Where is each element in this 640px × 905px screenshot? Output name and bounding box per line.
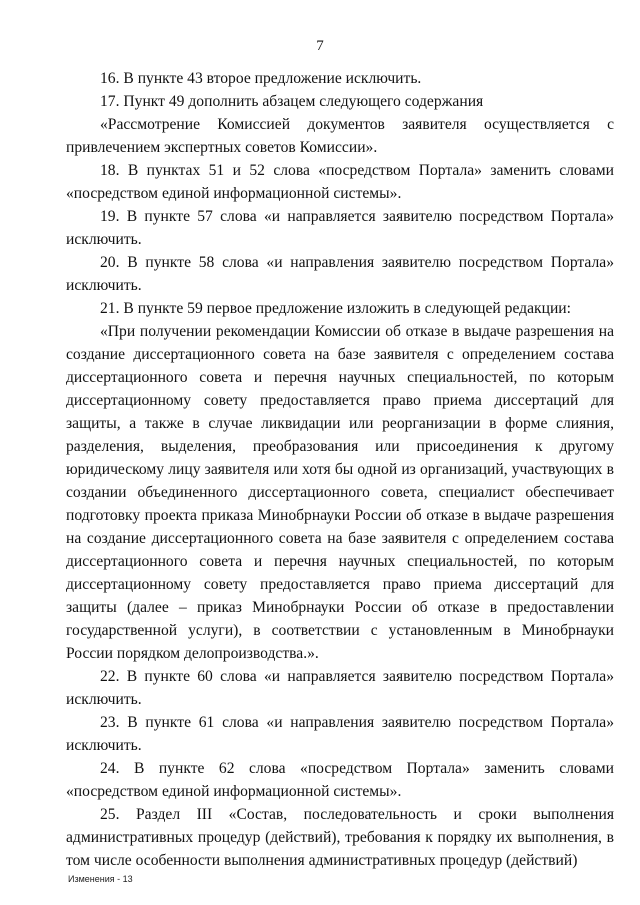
paragraph-25: 25. Раздел III «Состав, последовательность и сроки выполнения административных процедур (действий), требования к порядку их выполнения, в том числе особенности выполнения административных процедур (действий)	[66, 806, 614, 869]
footer-label: Изменения - 13	[68, 874, 133, 884]
paragraph-18: 18. В пунктах 51 и 52 слова «посредством Портала» заменить словами «посредством единой информационной системы».	[66, 162, 614, 202]
paragraph-16: 16. В пункте 43 второе предложение исключить.	[100, 70, 422, 87]
paragraph-22: 22. В пункте 60 слова «и направляется заявителю посредством Портала» исключить.	[66, 668, 614, 708]
paragraph-21-quote: «При получении рекомендации Комиссии об отказе в выдаче разрешения на создание диссертационного совета на базе заявителя с определением состава диссертационного совета и перечня научных специальностей, по которым диссертационному совету предоставляется право приема диссертаций для защиты, а также в случае ликвидации или реорганизации в форме слияния, разделения, выделения, преобразования или присоединения к другому юридическому лицу заявителя или хотя бы одной из организаций, участвующих в создании объединенного диссертационного совета, специалист обеспечивает подготовку проекта приказа Минобрнауки России об отказе в выдаче разрешения на создание диссертационного совета на базе заявителя с определением состава диссертационного совета и перечня научных специальностей, по которым диссертационному совету предоставляется право приема диссертаций для защиты (далее – приказ Минобрнауки России об отказе в предоставлении государственной услуги), в соответствии с установленным в Минобрнауки России порядком делопроизводства.».	[66, 323, 614, 662]
document-body	[66, 67, 614, 872]
paragraph-20: 20. В пункте 58 слова «и направления заявителю посредством Портала» исключить.	[66, 254, 614, 294]
page-number: 7	[316, 38, 324, 54]
paragraph-17-quote: «Рассмотрение Комиссией документов заявителя осуществляется с привлечением экспертных советов Комиссии».	[66, 116, 614, 156]
paragraph-24: 24. В пункте 62 слова «посредством Портала» заменить словами «посредством единой информационной системы».	[66, 760, 614, 800]
paragraph-21: 21. В пункте 59 первое предложение изложить в следующей редакции:	[100, 300, 571, 317]
paragraph-23: 23. В пункте 61 слова «и направления заявителю посредством Портала» исключить.	[66, 714, 614, 754]
paragraph-17: 17. Пункт 49 дополнить абзацем следующего содержания	[100, 93, 484, 110]
paragraph-19: 19. В пункте 57 слова «и направляется заявителю посредством Портала» исключить.	[66, 208, 614, 248]
